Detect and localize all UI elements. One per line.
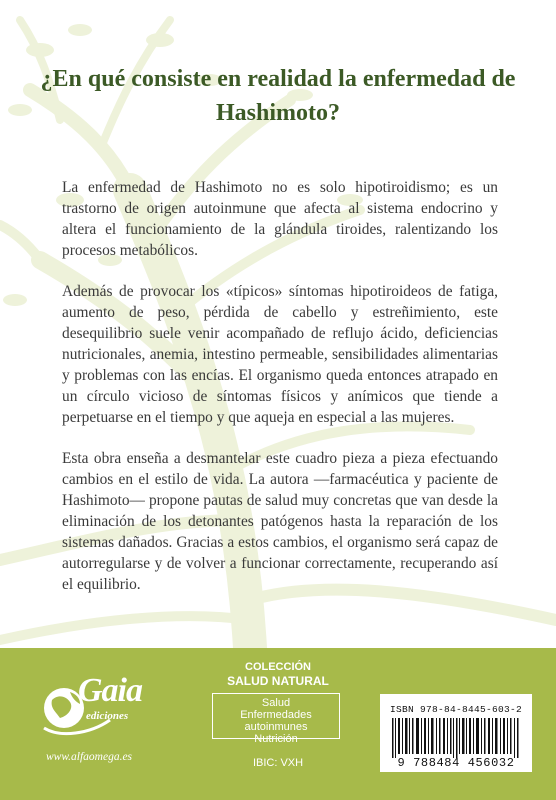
topic-item: autoinmunes: [244, 721, 308, 733]
ean-number: 9 788484 456032: [397, 756, 515, 770]
barcode: [390, 718, 522, 758]
description-text: [62, 177, 498, 615]
topic-item: Salud: [261, 697, 291, 709]
paragraph-3: Esta obra enseña a desmantelar este cuadro pieza a pieza efectuando cambios en el estilo de vida. La autora —farmacéutica y paciente de Hashimoto— propone pautas de salud muy concretas que van desde la eliminación de los detonantes patógenos hasta la reparación de los sistemas dañados. Gracias a estos cambios, el organismo será capaz de autorregularse y de volver a funcionar correctamente, recuperando así el equilibrio.: [62, 450, 498, 593]
collection-label: COLECCIÓN: [245, 661, 311, 673]
publisher-website: www.alfaomega.es: [46, 751, 133, 763]
paragraph-2: Además de provocar los «típicos» síntomas hipotiroideos de fatiga, aumento de peso, pérdida de cabello y estreñimiento, este desequilibrio suele venir acompañado de reflujo ácido, deficiencias nutricionales, anemia, intestino permeable, sensibilidades alimentarias y problemas con las encías. El organismo queda entonces atrapado en un círculo vicioso de síntomas físicos y anímicos que tiende a perpetuarse en el tiempo y que aqueja en especial a las mujeres.: [62, 283, 498, 426]
isbn-label: ISBN 978-84-8445-603-2: [389, 704, 523, 715]
page-title: ¿En qué consiste en realidad la enfermedad de Hashimoto?: [40, 66, 516, 126]
publisher-logo-wordmark: Gaia: [78, 672, 142, 709]
collection-heading: [198, 660, 358, 688]
publisher-subtitle: ediciones: [86, 710, 129, 722]
topic-item: Enfermedades: [240, 709, 312, 721]
barcode-panel: [380, 694, 532, 772]
topic-item: Nutrición: [254, 733, 298, 745]
ibic-code: IBIC: VXH: [252, 757, 304, 769]
collection-name: SALUD NATURAL: [227, 674, 329, 688]
topics-box: [212, 693, 340, 745]
paragraph-1: La enfermedad de Hashimoto no es solo hipotiroidismo; es un trastorno de origen autoinmune que afecta al sistema endocrino y altera el funcionamiento de la glándula tiroides, ralentizando los procesos metabólicos.: [62, 179, 498, 259]
